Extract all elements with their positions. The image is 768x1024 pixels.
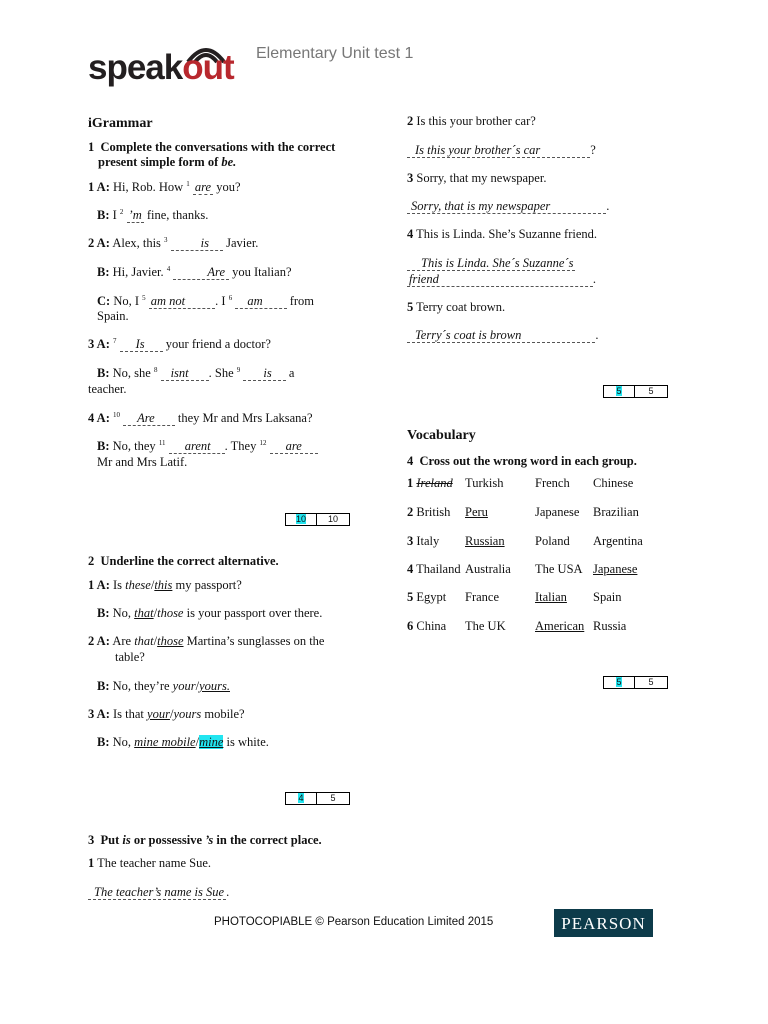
ex2-line-3a: 3 A: Is that your/yours mobile? xyxy=(88,707,245,721)
vocab-word: Russia xyxy=(593,619,627,633)
ex1-line-5: C: No, I $^5$ am not . I $^6$ am from xyxy=(97,294,315,309)
grammar-heading: iGrammar xyxy=(88,116,153,131)
ex1-line-6: 3 A: $^7$ Is your friend a doctor? xyxy=(88,337,271,352)
ex2-line-1b: B: No, that/those is your passport over there. xyxy=(97,606,323,620)
vocab-row-1: 1 Ireland xyxy=(407,476,453,490)
vocab-word: Argentina xyxy=(593,534,643,548)
answer-2: ’m xyxy=(128,208,142,223)
ex1-line-1: 1 A: Hi, Rob. How $^1$ are you? xyxy=(88,180,241,195)
ex2-line-2a-cont: table? xyxy=(115,650,145,664)
selected-option: that xyxy=(134,606,154,620)
vocab-word: French xyxy=(535,476,570,490)
ex2-line-3b: B: No, mine mobile/mine is white. xyxy=(97,735,269,749)
vocab-word: Turkish xyxy=(465,476,504,490)
answer-3: is xyxy=(171,236,223,251)
copyright-notice: PHOTOCOPIABLE © Pearson Education Limited 2015 xyxy=(214,916,494,928)
marked-word: Japanese xyxy=(593,562,638,576)
ex1-line-8: 4 A: $^{10}$ Are they Mr and Mrs Laksana? xyxy=(88,411,313,426)
ex1-line-7: B: No, she $^8$ isnt . She $^9$ is a xyxy=(97,366,295,381)
marked-word: American xyxy=(535,619,585,633)
ex1-line-7-cont: teacher. xyxy=(88,382,127,396)
ex1-instruction: 1 Complete the conversations with the correct present simple form of be. xyxy=(88,140,336,169)
answer-10: Are xyxy=(123,411,175,426)
ex4-score-box: 5 5 xyxy=(603,676,668,689)
ex3-a2: Is this your brother´s car ? xyxy=(407,143,596,158)
vocabulary-heading: Vocabulary xyxy=(407,428,476,443)
ex2-score-box: 4 5 xyxy=(285,792,350,805)
ex2-line-2b: B: No, they’re your/yours. xyxy=(97,679,230,693)
marked-word: Peru xyxy=(465,505,488,519)
ex1-line-9: B: No, they $^{11}$ arent . They $^{12}$ are xyxy=(97,439,318,454)
vocab-word: The UK xyxy=(465,619,506,633)
vocab-row-4: 4 Thailand xyxy=(407,562,461,576)
marked-word: Italian xyxy=(535,590,567,604)
crossed-word: Ireland xyxy=(416,476,453,490)
ex2-line-1a: 1 A: Is these/this my passport? xyxy=(88,578,242,592)
ex3-instruction: 3 Put is or possessive ’s in the correct place. xyxy=(88,833,322,847)
answer-5: am not xyxy=(149,294,215,309)
vocab-word: The USA xyxy=(535,562,583,576)
answer-6: am xyxy=(235,294,286,309)
vocab-table xyxy=(407,476,677,646)
ex3-q2: 2 Is this your brother car? xyxy=(407,114,536,128)
answer-11: arent xyxy=(169,439,225,454)
selected-option: yours. xyxy=(199,679,230,693)
selected-option: your xyxy=(147,707,170,721)
ex3-score-box: 5 5 xyxy=(603,385,668,398)
page-title: Elementary Unit test 1 xyxy=(256,45,414,62)
ex1-line-4: B: Hi, Javier. $^4$ Are you Italian? xyxy=(97,265,292,280)
ex1-line-2: B: I $^2$ ’m fine, thanks. xyxy=(97,208,209,223)
ex3-a3: Sorry, that is my newspaper . xyxy=(407,199,609,214)
ex3-q1: 1 The teacher name Sue. xyxy=(88,856,211,870)
vocab-word: Australia xyxy=(465,562,511,576)
ex3-a1: The teacher’s name is Sue . xyxy=(88,885,229,900)
answer-4: Are xyxy=(173,265,229,280)
vocab-word: Poland xyxy=(535,534,570,548)
marked-word: Russian xyxy=(465,534,505,548)
vocab-row-3: 3 Italy xyxy=(407,534,440,548)
ex1-line-9-cont: Mr and Mrs Latif. xyxy=(97,455,188,469)
ex4-instruction: 4 Cross out the wrong word in each group. xyxy=(407,454,637,468)
vocab-row-6: 6 China xyxy=(407,619,447,633)
vocab-word: Chinese xyxy=(593,476,634,490)
ex3-q3: 3 Sorry, that my newspaper. xyxy=(407,171,547,185)
answer-7: Is xyxy=(120,337,163,352)
answer-8: isnt xyxy=(161,366,209,381)
vocab-word: Brazilian xyxy=(593,505,639,519)
answer-9: is xyxy=(243,366,285,381)
speakout-logo xyxy=(88,44,250,90)
ex3-q5: 5 Terry coat brown. xyxy=(407,300,506,314)
selected-option: this xyxy=(154,578,173,592)
ex3-q4: 4 This is Linda. She’s Suzanne friend. xyxy=(407,227,598,241)
ex3-a4-line2: friend . xyxy=(409,272,596,286)
logo-wordmark: speakout xyxy=(88,48,234,87)
answer-1: are xyxy=(194,180,212,195)
pearson-logo: PEARSON xyxy=(554,909,653,937)
answer-12: are xyxy=(270,439,318,454)
selected-option: mine xyxy=(199,735,224,749)
vocab-word: Japanese xyxy=(535,505,580,519)
selected-option: those xyxy=(157,634,184,648)
vocab-word: France xyxy=(465,590,500,604)
vocab-row-5: 5 Egypt xyxy=(407,590,447,604)
ex1-line-5-cont: Spain. xyxy=(97,309,129,323)
ex3-a5: Terry´s coat is brown . xyxy=(407,328,599,343)
ex3-a4-line1: This is Linda. She´s Suzanne´s xyxy=(407,256,575,271)
vocab-row-2: 2 British xyxy=(407,505,451,519)
ex2-instruction: 2 Underline the correct alternative. xyxy=(88,554,279,568)
vocab-word: Spain xyxy=(593,590,622,604)
ex2-line-2a: 2 A: Are that/those Martina’s sunglasses on the xyxy=(88,634,325,648)
ex1-line-3: 2 A: Alex, this $^3$ is Javier. xyxy=(88,236,259,251)
ex1-score-box: 10 10 xyxy=(285,513,350,526)
